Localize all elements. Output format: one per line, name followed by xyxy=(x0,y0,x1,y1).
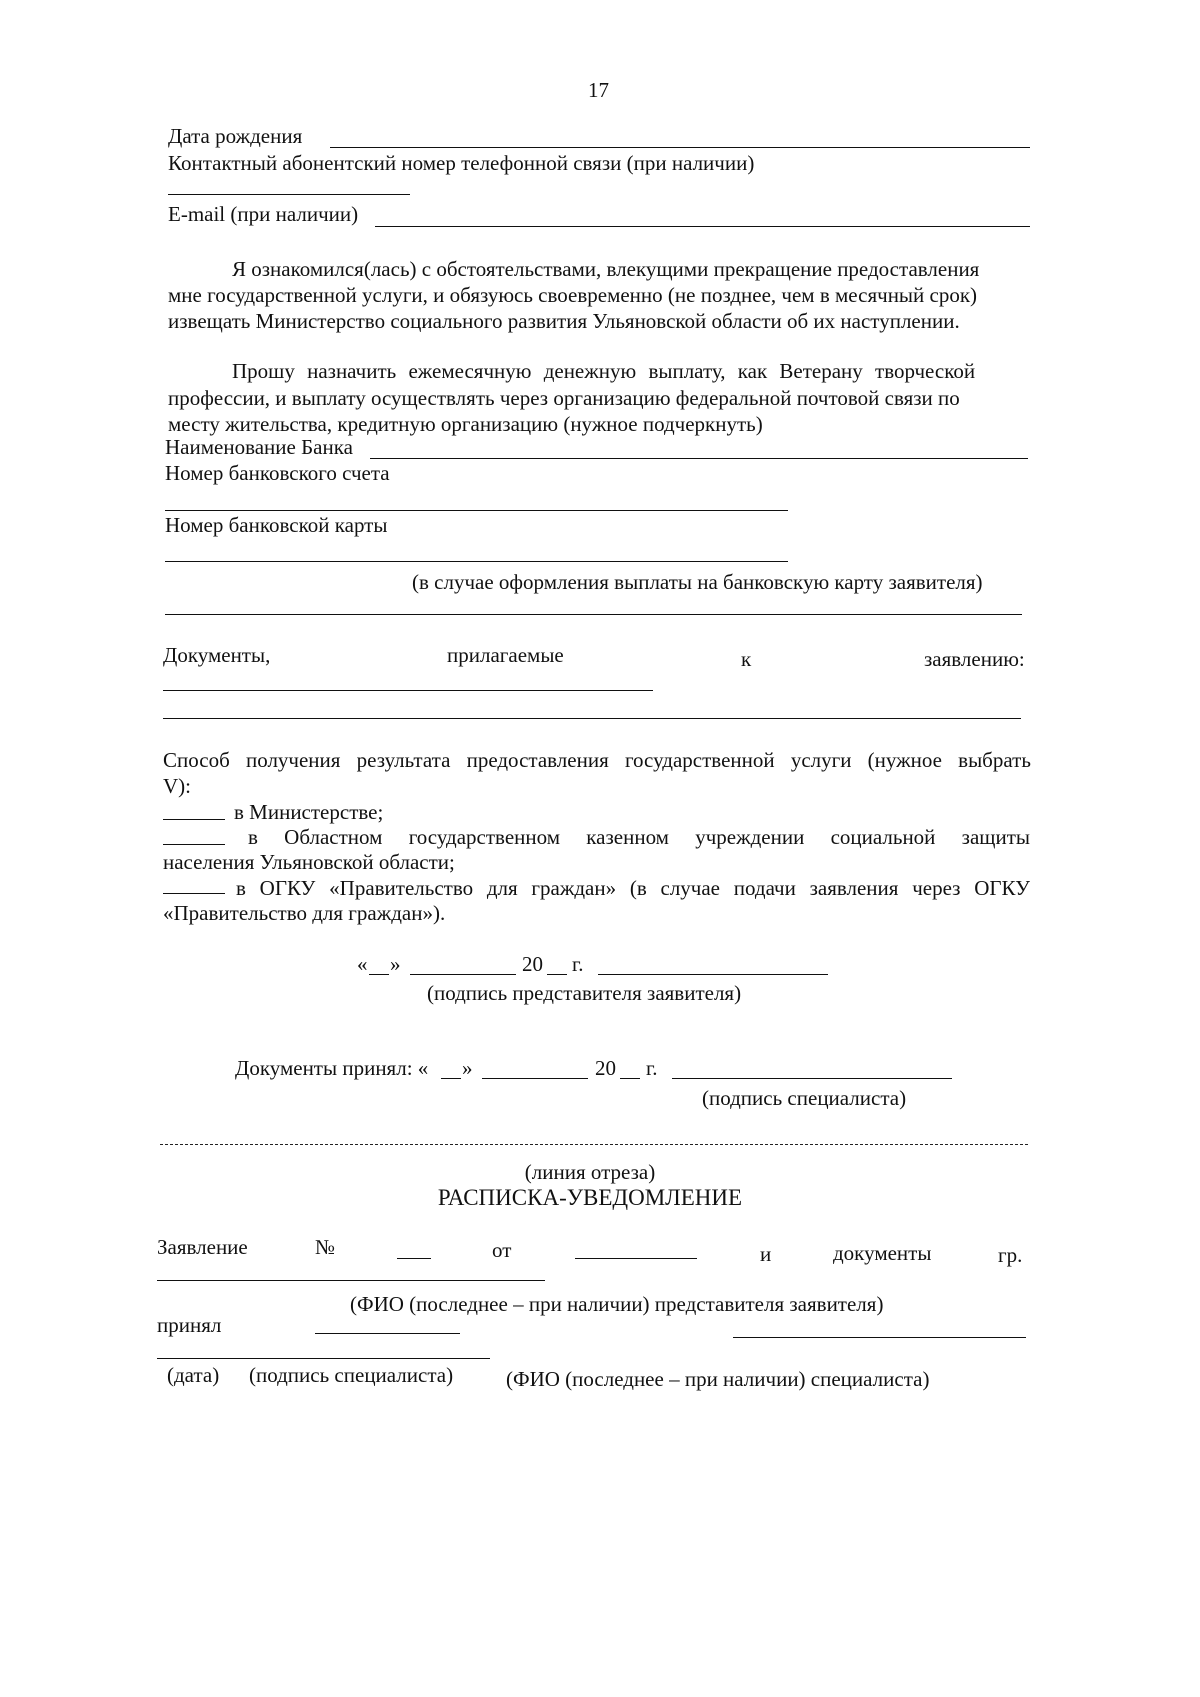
documents-word2: прилагаемые xyxy=(447,643,564,667)
documents-word1: Документы, xyxy=(163,643,271,667)
accepted-year: 20 xyxy=(595,1056,616,1080)
accepted-signature-field[interactable] xyxy=(672,1078,952,1079)
paragraph1-line1: Я ознакомился(лась) с обстоятельствами, влекущими прекращение предоставления xyxy=(232,257,980,281)
accepted-caption: (подпись специалиста) xyxy=(702,1086,907,1110)
receipt-caption-signature: (подпись специалиста) xyxy=(249,1363,454,1387)
option1-checkbox[interactable] xyxy=(163,819,225,820)
cut-dashed-line xyxy=(160,1144,1028,1145)
phone-field[interactable] xyxy=(168,194,410,195)
sig1-year: 20 xyxy=(522,952,543,976)
sig1-month-field[interactable] xyxy=(410,974,516,975)
receipt-fio-field[interactable] xyxy=(157,1280,545,1281)
documents-word3: к xyxy=(741,647,752,671)
documents-field2[interactable] xyxy=(163,718,1021,719)
receipt-signature-field[interactable] xyxy=(315,1333,460,1334)
email-field[interactable] xyxy=(375,226,1030,227)
paragraph1-line2: мне государственной услуги, и обязуюсь своевременно (не позднее, чем в месячный срок) xyxy=(168,283,978,307)
option1-label: в Министерстве; xyxy=(234,800,384,824)
birth-date-field[interactable] xyxy=(330,147,1030,148)
method-line2: V): xyxy=(163,774,191,798)
option3-label: в ОГКУ «Правительство для граждан» (в случае подачи заявления через ОГКУ xyxy=(236,876,1030,900)
receipt-word-no: № xyxy=(315,1235,336,1259)
cut-line-caption: (линия отреза) xyxy=(524,1160,656,1184)
email-label: E-mail (при наличии) xyxy=(168,202,359,226)
receipt-word-documents: документы xyxy=(833,1241,932,1265)
receipt-word-gr: гр. xyxy=(998,1243,1023,1267)
accepted-quote-close: » xyxy=(462,1056,473,1080)
receipt-title: РАСПИСКА-УВЕДОМЛЕНИЕ xyxy=(437,1185,743,1210)
receipt-caption-fio: (ФИО (последнее – при наличии) специалиста) xyxy=(506,1367,930,1391)
method-line1: Способ получения результата предоставления государственной услуги (нужное выбрать xyxy=(163,748,1031,772)
sig1-caption: (подпись представителя заявителя) xyxy=(427,981,742,1005)
receipt-date-field[interactable] xyxy=(575,1258,697,1259)
receipt-fio-caption: (ФИО (последнее – при наличии) представителя заявителя) xyxy=(350,1292,884,1316)
sig1-day-field[interactable] xyxy=(369,974,389,975)
page-number: 17 xyxy=(588,78,609,102)
receipt-specialist-fio-field[interactable] xyxy=(733,1337,1026,1338)
documents-field1[interactable] xyxy=(163,690,653,691)
accepted-g: г. xyxy=(646,1056,658,1080)
receipt-word-application: Заявление xyxy=(157,1235,248,1259)
option2-label: в Областном государственном казенном учреждении социальной защиты xyxy=(248,825,1030,849)
paragraph2-line2: профессии, и выплату осуществлять через организацию федеральной почтовой связи по xyxy=(168,386,960,410)
extra-field-line[interactable] xyxy=(165,614,1022,615)
receipt-date-signature-field[interactable] xyxy=(157,1358,490,1359)
bank-card-label: Номер банковской карты xyxy=(165,513,388,537)
option3-checkbox[interactable] xyxy=(163,893,225,894)
paragraph2-line3: месту жительства, кредитную организацию (нужное подчеркнуть) xyxy=(168,412,763,436)
receipt-accepted: принял xyxy=(157,1313,222,1337)
bank-name-label: Наименование Банка xyxy=(165,435,353,459)
bank-account-label: Номер банковского счета xyxy=(165,461,390,485)
sig1-quote-open: « xyxy=(357,952,368,976)
receipt-word-and: и xyxy=(760,1242,772,1266)
phone-label: Контактный абонентский номер телефонной связи (при наличии) xyxy=(168,151,755,175)
bank-name-field[interactable] xyxy=(370,458,1028,459)
documents-word4: заявлению: xyxy=(924,647,1025,671)
sig1-year-field[interactable] xyxy=(547,974,567,975)
bank-card-field[interactable] xyxy=(165,561,788,562)
accepted-day-field[interactable] xyxy=(441,1078,461,1079)
receipt-caption-date: (дата) xyxy=(167,1363,220,1387)
paragraph2-line1: Прошу назначить ежемесячную денежную выплату, как Ветерану творческой xyxy=(232,359,976,383)
paragraph1-line3: извещать Министерство социального развития Ульяновской области об их наступлении. xyxy=(168,309,960,333)
sig1-signature-field[interactable] xyxy=(598,974,828,975)
receipt-word-from: от xyxy=(492,1238,512,1262)
accepted-month-field[interactable] xyxy=(482,1078,588,1079)
accepted-label: Документы принял: « xyxy=(235,1056,429,1080)
birth-date-label: Дата рождения xyxy=(168,124,303,148)
receipt-number-field[interactable] xyxy=(397,1258,431,1259)
option3-cont: «Правительство для граждан»). xyxy=(163,901,446,925)
accepted-year-field[interactable] xyxy=(620,1078,640,1079)
option2-cont: населения Ульяновской области; xyxy=(163,850,455,874)
bank-account-field[interactable] xyxy=(165,510,788,511)
option2-checkbox[interactable] xyxy=(163,844,225,845)
sig1-quote-close: » xyxy=(390,952,401,976)
sig1-g: г. xyxy=(572,952,584,976)
bank-card-note: (в случае оформления выплаты на банковскую карту заявителя) xyxy=(412,570,983,594)
